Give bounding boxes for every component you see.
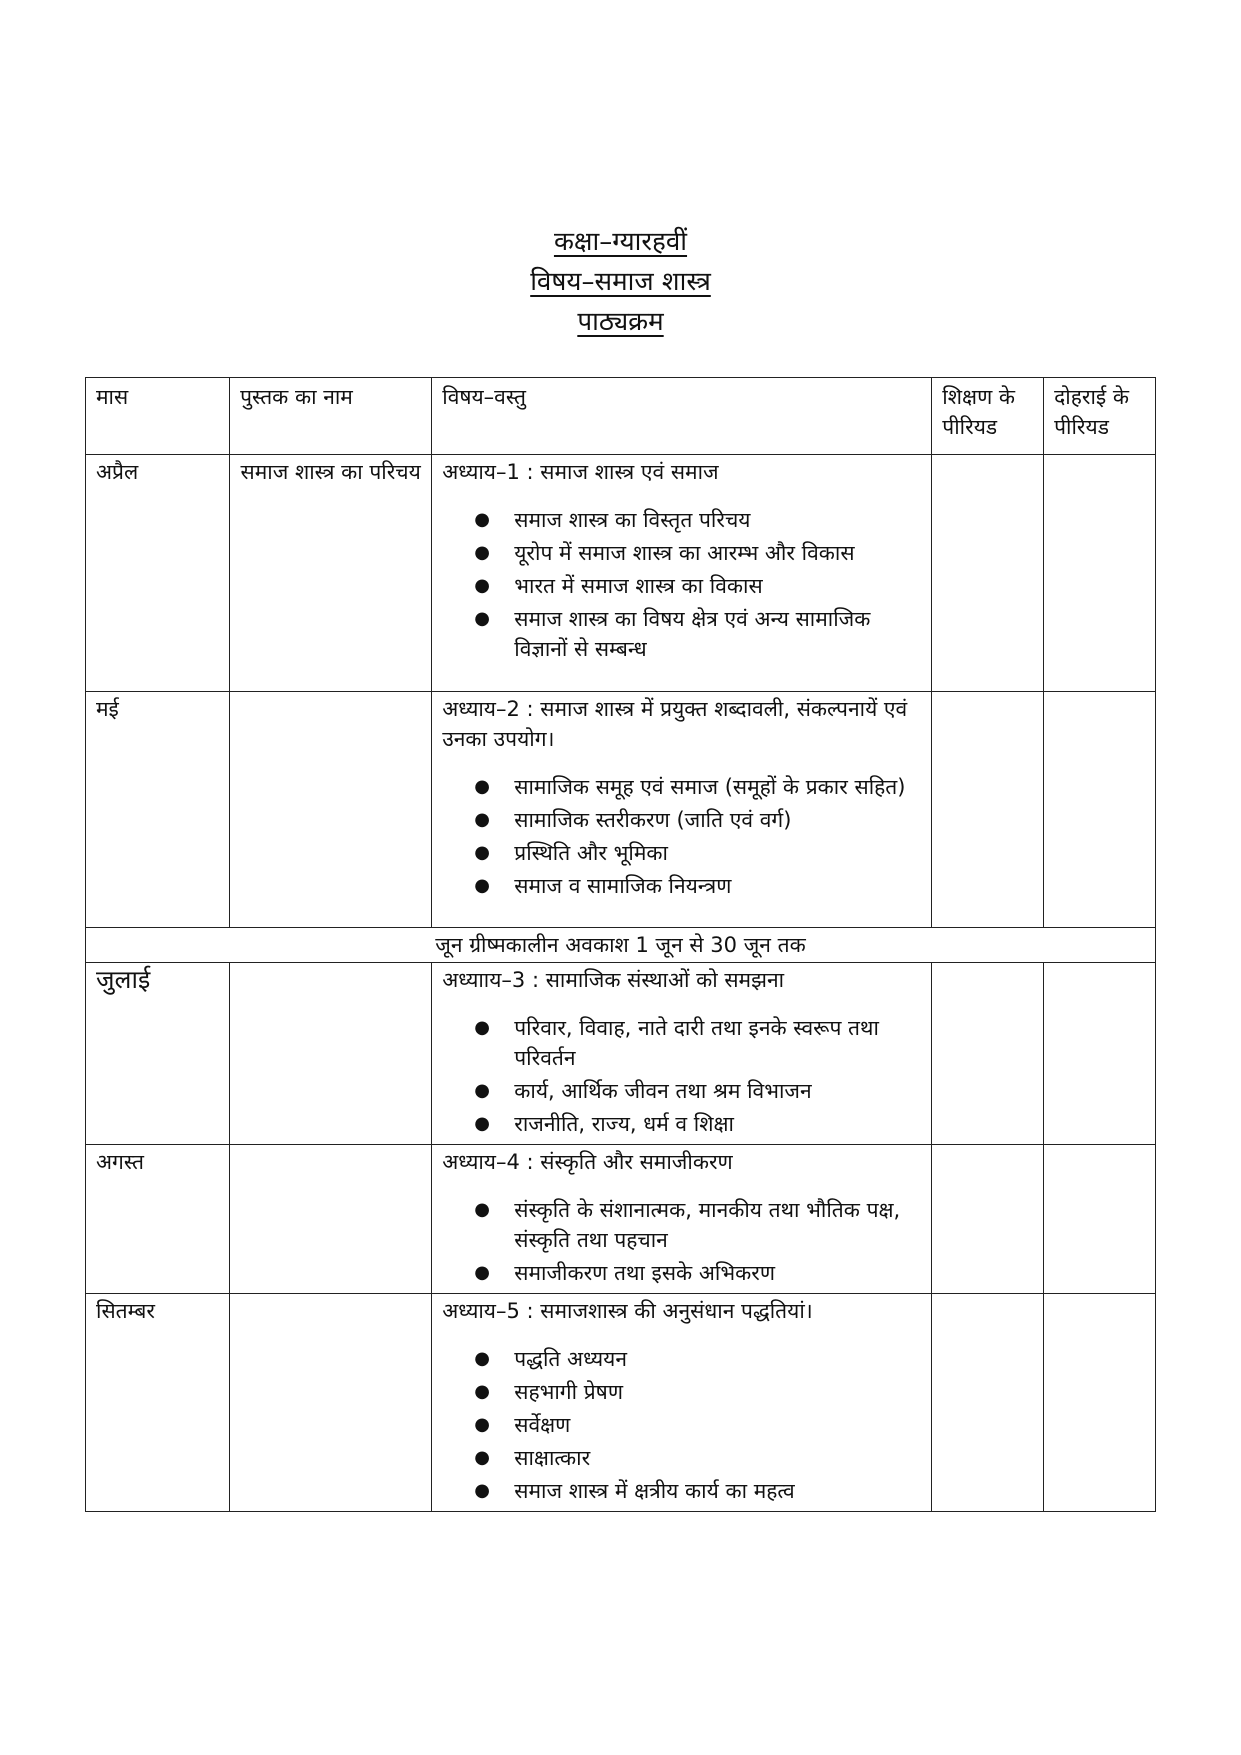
chapter-title: अध्याय–4 : संस्कृति और समाजीकरण	[442, 1150, 733, 1174]
syllabus-table	[85, 377, 1156, 1512]
bullet-icon: ●	[474, 1017, 490, 1038]
list-item: ● समाजीकरण तथा इसके अभिकरण	[474, 1258, 921, 1288]
list-item: ● राजनीति, राज्य, धर्म व शिक्षा	[474, 1109, 921, 1139]
header-book: पुस्तक का नाम	[230, 378, 432, 455]
header-teaching-periods: शिक्षण के पीरियड	[932, 378, 1044, 455]
bullet-icon: ●	[474, 608, 490, 629]
bullet-icon: ●	[474, 1080, 490, 1101]
chapter-title: अध्याय–1 : समाज शास्त्र एवं समाज	[442, 460, 719, 484]
revision-periods-cell	[1044, 692, 1156, 928]
header-month: मास	[86, 378, 230, 455]
class-title: कक्षा–ग्यारहवीं	[553, 227, 688, 257]
bullet-icon: ●	[474, 776, 490, 797]
table-row	[86, 963, 1156, 1145]
header-content: विषय–वस्तु	[432, 378, 932, 455]
month-cell: सितम्बर	[86, 1294, 230, 1512]
chapter-title: अध्यााय–3 : सामाजिक संस्थाओं को समझना	[442, 968, 785, 992]
bullet-icon: ●	[474, 1348, 490, 1369]
teaching-periods-cell	[932, 1145, 1044, 1294]
bullet-icon: ●	[474, 809, 490, 830]
teaching-periods-cell	[932, 455, 1044, 692]
bullet-icon: ●	[474, 1262, 490, 1283]
content-cell	[432, 455, 932, 692]
list-item: ● संस्कृति के संशानात्मक, मानकीय तथा भौतिक पक्ष, संस्कृति तथा पहचान	[474, 1195, 921, 1255]
teaching-periods-cell	[932, 692, 1044, 928]
content-cell	[432, 963, 932, 1145]
revision-periods-cell	[1044, 455, 1156, 692]
list-item: ● प्रस्थिति और भूमिका	[474, 838, 921, 868]
list-item: ● कार्य, आर्थिक जीवन तथा श्रम विभाजन	[474, 1076, 921, 1106]
list-item: ● समाज शास्त्र का विस्तृत परिचय	[474, 505, 921, 535]
chapter-title: अध्याय–5 : समाजशास्त्र की अनुसंधान पद्धतियां।	[442, 1299, 813, 1323]
list-item: ● सहभागी प्रेषण	[474, 1377, 921, 1407]
teaching-periods-cell	[932, 1294, 1044, 1512]
vacation-row	[86, 928, 1156, 963]
list-item: ● परिवार, विवाह, नाते दारी तथा इनके स्वरूप तथा परिवर्तन	[474, 1013, 921, 1073]
bullet-icon: ●	[474, 542, 490, 563]
bullet-icon: ●	[474, 1199, 490, 1220]
bullet-icon: ●	[474, 875, 490, 896]
month-cell: मई	[86, 692, 230, 928]
revision-periods-cell	[1044, 1145, 1156, 1294]
list-item: ● सर्वेक्षण	[474, 1410, 921, 1440]
month-cell: अप्रैल	[86, 455, 230, 692]
list-item: ● साक्षात्कार	[474, 1443, 921, 1473]
list-item: ● समाज शास्त्र में क्षत्रीय कार्य का महत्व	[474, 1476, 921, 1506]
book-cell	[230, 1294, 432, 1512]
subject-title: विषय–समाज शास्त्र	[530, 267, 711, 297]
book-cell: समाज शास्त्र का परिचय	[230, 455, 432, 692]
content-cell	[432, 1145, 932, 1294]
list-item: ● सामाजिक समूह एवं समाज (समूहों के प्रकार सहित)	[474, 772, 921, 802]
vacation-note: जून ग्रीष्मकालीन अवकाश 1 जून से 30 जून तक	[86, 928, 1156, 963]
chapter-title: अध्याय–2 : समाज शास्त्र में प्रयुक्त शब्दावली, संकल्पनायें एवं उनका उपयोग।	[442, 697, 908, 751]
book-cell	[230, 963, 432, 1145]
content-cell	[432, 692, 932, 928]
list-item: ● पद्धति अध्ययन	[474, 1344, 921, 1374]
content-cell	[432, 1294, 932, 1512]
bullet-icon: ●	[474, 509, 490, 530]
document-titles	[0, 222, 1241, 342]
bullet-icon: ●	[474, 1113, 490, 1134]
bullet-icon: ●	[474, 575, 490, 596]
list-item: ● सामाजिक स्तरीकरण (जाति एवं वर्ग)	[474, 805, 921, 835]
revision-periods-cell	[1044, 1294, 1156, 1512]
list-item: ● समाज शास्त्र का विषय क्षेत्र एवं अन्य सामाजिक विज्ञानों से सम्बन्ध	[474, 604, 921, 664]
list-item: ● समाज व सामाजिक नियन्त्रण	[474, 871, 921, 901]
bullet-icon: ●	[474, 842, 490, 863]
list-item: ● यूरोप में समाज शास्त्र का आरम्भ और विकास	[474, 538, 921, 568]
bullet-icon: ●	[474, 1447, 490, 1468]
book-cell	[230, 692, 432, 928]
table-row	[86, 1145, 1156, 1294]
month-cell: जुलाई	[86, 963, 230, 1145]
bullet-icon: ●	[474, 1414, 490, 1435]
syllabus-title: पाठ्यक्रम	[577, 307, 664, 337]
bullet-icon: ●	[474, 1381, 490, 1402]
book-cell	[230, 1145, 432, 1294]
table-header-row	[86, 378, 1156, 455]
table-row	[86, 692, 1156, 928]
month-cell: अगस्त	[86, 1145, 230, 1294]
header-revision-periods: दोहराई के पीरियड	[1044, 378, 1156, 455]
teaching-periods-cell	[932, 963, 1044, 1145]
table-row	[86, 1294, 1156, 1512]
list-item: ● भारत में समाज शास्त्र का विकास	[474, 571, 921, 601]
table-row	[86, 455, 1156, 692]
bullet-icon: ●	[474, 1480, 490, 1501]
revision-periods-cell	[1044, 963, 1156, 1145]
